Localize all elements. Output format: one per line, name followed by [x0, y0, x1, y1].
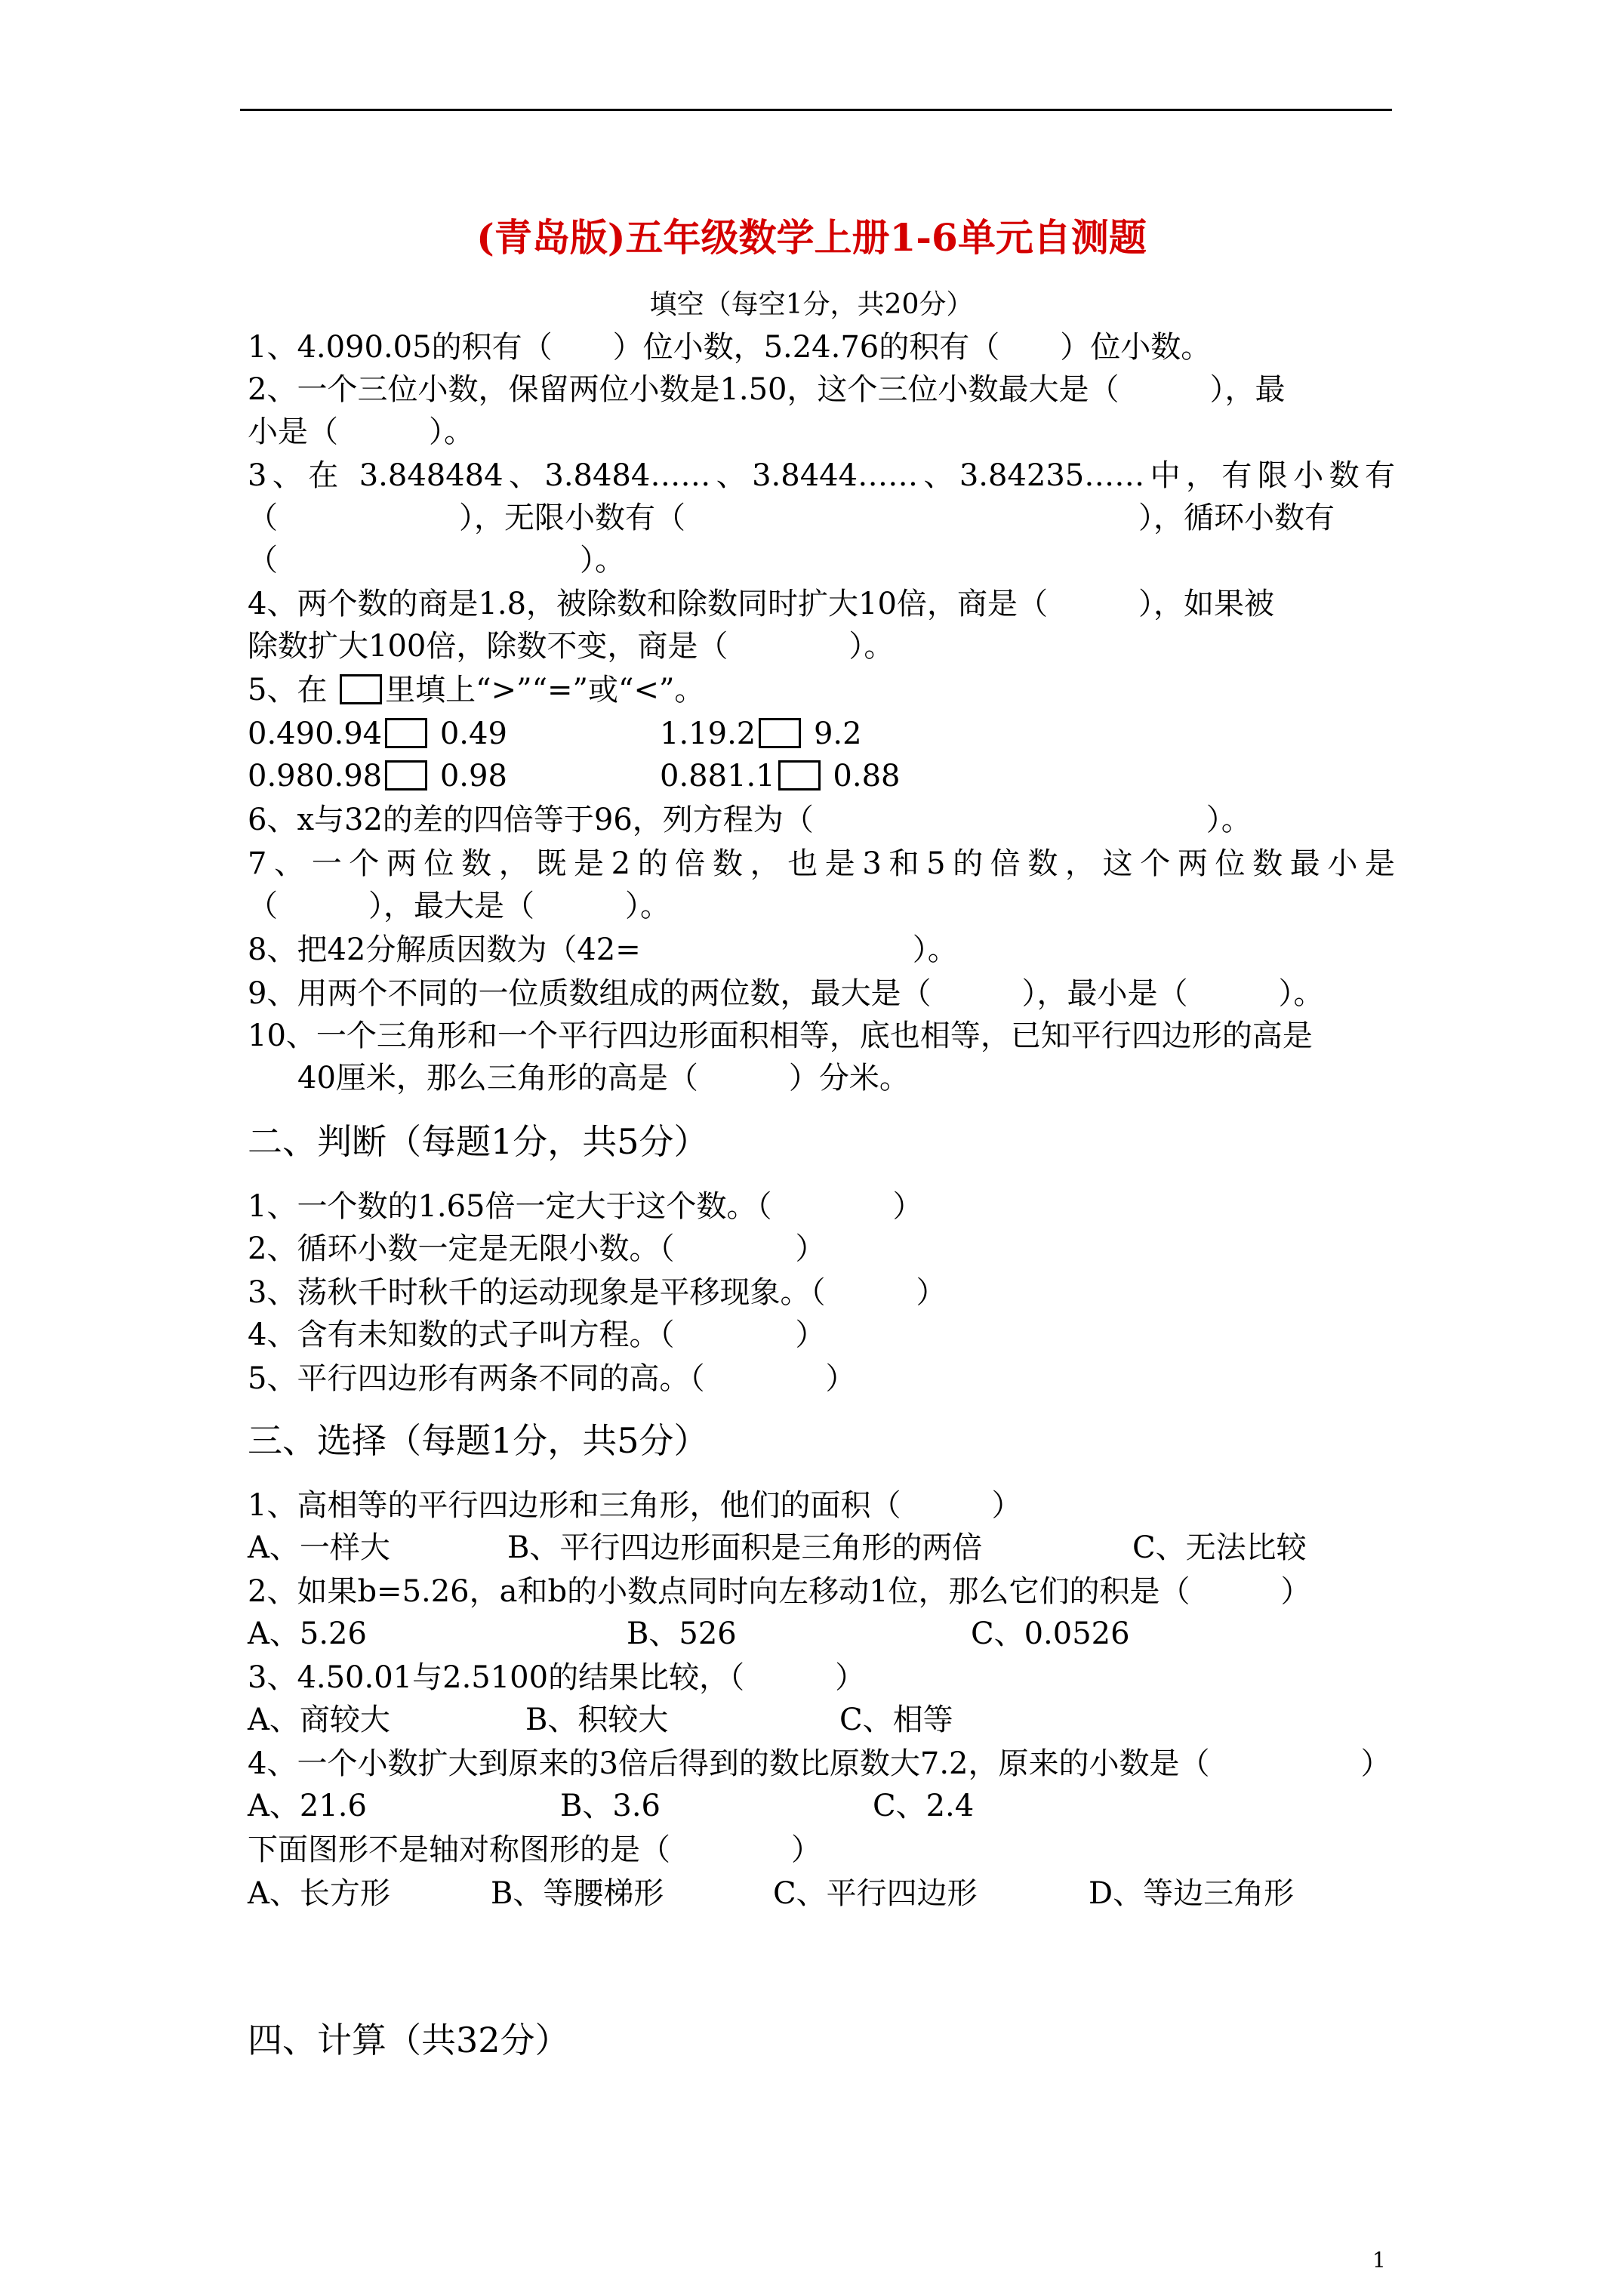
judge-item-1: 1、一个数的1.65倍一定大于这个数。（ ） — [248, 1189, 923, 1224]
fill-question-4-line-2: 除数扩大100倍，除数不变，商是（ ）。 — [248, 629, 895, 664]
fill-question-7-line-1: 7、一个两位数，既是2的倍数，也是3和5的倍数，这个两位数最小是 — [248, 846, 1395, 881]
choice-question-2: 2、如果b=5.26，a和b的小数点同时向左移动1位，那么它们的积是（ ） — [248, 1574, 1311, 1609]
compare-2-right: 9.2 — [813, 717, 862, 751]
choice-question-3: 3、4.50.01与2.5100的结果比较，（ ） — [248, 1660, 866, 1695]
choice-2-option-a[interactable]: A、5.26 — [248, 1616, 367, 1651]
compare-1-left: 0.490.94 — [248, 717, 383, 751]
choice-5-option-a[interactable]: A、长方形 — [248, 1876, 390, 1911]
fill-question-2-line-2: 小是（ ）。 — [248, 415, 474, 449]
compare-3-answer-box[interactable] — [385, 760, 427, 791]
compare-2-left: 1.19.2 — [660, 717, 756, 751]
compare-4-right: 0.88 — [833, 759, 901, 794]
section-judge-heading: 二、判断（每题1分，共5分） — [248, 1121, 709, 1162]
choice-3-option-a[interactable]: A、商较大 — [248, 1703, 390, 1737]
compare-3-right: 0.98 — [439, 759, 507, 794]
choice-2-option-c[interactable]: C、0.0526 — [971, 1616, 1130, 1651]
section-choice-heading: 三、选择（每题1分，共5分） — [248, 1420, 709, 1461]
choice-question-1: 1、高相等的平行四边形和三角形，他们的面积（ ） — [248, 1488, 1022, 1523]
compare-4-answer-box[interactable] — [778, 760, 821, 791]
choice-1-option-b[interactable]: B、平行四边形面积是三角形的两倍 — [507, 1530, 983, 1565]
choice-5-option-d[interactable]: D、等边三角形 — [1089, 1876, 1295, 1911]
choice-4-option-c[interactable]: C、2.4 — [873, 1789, 975, 1823]
choice-3-option-c[interactable]: C、相等 — [839, 1703, 953, 1737]
fill-question-3-line-2: （ ），无限小数有（ ），循环小数有 — [248, 501, 1335, 535]
fill-question-8: 8、把42分解质因数为（42= ）。 — [248, 932, 958, 967]
fill-question-4-line-1: 4、两个数的商是1.8，被除数和除数同时扩大10倍，商是（ ），如果被 — [248, 587, 1274, 621]
fill-question-5-suffix: 里填上“>”“=”或“<”。 — [385, 673, 705, 707]
choice-3-option-b[interactable]: B、积较大 — [525, 1703, 669, 1737]
compare-item-2 — [660, 713, 862, 755]
fill-question-5-prefix: 5、在 — [248, 673, 328, 707]
fill-question-7-line-2: （ ），最大是（ ）。 — [248, 889, 670, 923]
choice-question-5: 下面图形不是轴对称图形的是（ ） — [248, 1832, 821, 1867]
compare-3-left: 0.980.98 — [248, 759, 383, 794]
choice-5-option-b[interactable]: B、等腰梯形 — [491, 1876, 664, 1911]
judge-item-5: 5、平行四边形有两条不同的高。（ ） — [248, 1361, 856, 1396]
answer-box-example — [340, 674, 382, 704]
section-fill-heading: 填空（每空1分，共20分） — [649, 289, 974, 320]
fill-question-1: 1、4.090.05的积有（ ）位小数，5.24.76的积有（ ）位小数。 — [248, 330, 1212, 365]
choice-1-option-a[interactable]: A、一样大 — [248, 1530, 390, 1565]
judge-item-2: 2、循环小数一定是无限小数。（ ） — [248, 1231, 826, 1266]
choice-question-4: 4、一个小数扩大到原来的3倍后得到的数比原数大7.2，原来的小数是（ ） — [248, 1746, 1391, 1781]
compare-1-answer-box[interactable] — [385, 718, 427, 748]
fill-question-10-line-2: 40厘米，那么三角形的高是（ ）分米。 — [297, 1061, 910, 1096]
compare-item-4 — [660, 755, 900, 797]
compare-4-left: 0.881.1 — [660, 759, 775, 794]
choice-4-option-a[interactable]: A、21.6 — [248, 1789, 367, 1823]
compare-item-3 — [248, 755, 507, 797]
judge-item-4: 4、含有未知数的式子叫方程。（ ） — [248, 1318, 826, 1352]
compare-2-answer-box[interactable] — [759, 718, 801, 748]
section-calc-heading: 四、计算（共32分） — [248, 2020, 570, 2060]
page-number: 1 — [1372, 2248, 1386, 2273]
choice-4-option-b[interactable]: B、3.6 — [560, 1789, 661, 1823]
compare-1-right: 0.49 — [439, 717, 507, 751]
fill-question-10-line-1: 10、一个三角形和一个平行四边形面积相等，底也相等，已知平行四边形的高是 — [248, 1019, 1313, 1053]
choice-2-option-b[interactable]: B、526 — [627, 1616, 737, 1651]
fill-question-2-line-1: 2、一个三位小数，保留两位小数是1.50，这个三位小数最大是（ ），最 — [248, 372, 1286, 407]
fill-question-9: 9、用两个不同的一位质数组成的两位数，最大是（ ），最小是（ ）。 — [248, 976, 1324, 1011]
fill-question-6: 6、x与32的差的四倍等于96，列方程为（ ）。 — [248, 803, 1252, 837]
fill-question-3-line-3: （ ）。 — [248, 543, 625, 578]
judge-item-3: 3、荡秋千时秋千的运动现象是平移现象。（ ） — [248, 1275, 947, 1310]
choice-1-option-c[interactable]: C、无法比较 — [1132, 1530, 1307, 1565]
header-rule — [240, 109, 1392, 111]
document-title: (青岛版)五年级数学上册1-6单元自测题 — [476, 215, 1147, 260]
fill-question-3-line-1: 3、在 3.848484、3.8484……、3.8444……、3.84235……中，有限小数有 — [248, 458, 1395, 493]
compare-item-1 — [248, 713, 507, 755]
fill-question-5 — [248, 669, 1395, 711]
choice-5-option-c[interactable]: C、平行四边形 — [773, 1876, 978, 1911]
